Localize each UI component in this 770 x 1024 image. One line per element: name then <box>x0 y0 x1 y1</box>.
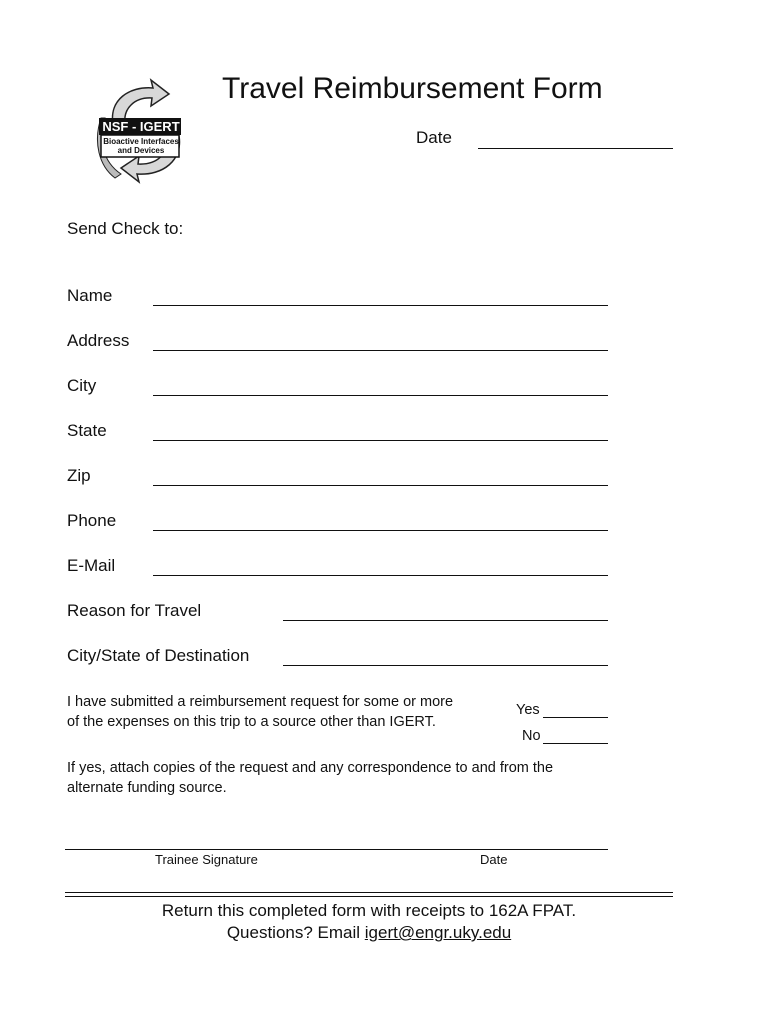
signature-date-label: Date <box>480 852 508 867</box>
send-check-to-label: Send Check to: <box>67 219 184 238</box>
email-field[interactable] <box>153 575 608 576</box>
signature-line[interactable] <box>65 849 608 850</box>
divider-top <box>65 892 673 893</box>
logo-name: NSF - IGERT <box>102 119 180 134</box>
destination-field[interactable] <box>283 665 608 666</box>
email-label: E-Mail <box>67 556 116 575</box>
phone-field[interactable] <box>153 530 608 531</box>
zip-label: Zip <box>67 466 91 485</box>
attach-note <box>67 758 553 798</box>
note-line2: alternate funding source. <box>67 780 227 796</box>
form-title: Travel Reimbursement Form <box>222 72 603 105</box>
reimbursement-statement <box>67 692 453 732</box>
phone-label: Phone <box>67 511 117 530</box>
state-label: State <box>67 421 107 440</box>
trainee-signature-label: Trainee Signature <box>155 852 258 867</box>
statement-line2: of the expenses on this trip to a source other than IGERT. <box>67 714 436 730</box>
destination-label: City/State of Destination <box>67 646 250 665</box>
note-line1: If yes, attach copies of the request and any correspondence to and from the <box>67 760 554 776</box>
yes-field[interactable] <box>543 717 608 718</box>
zip-field[interactable] <box>153 485 608 486</box>
yes-label: Yes <box>516 702 540 718</box>
divider-bottom <box>65 896 673 897</box>
city-field[interactable] <box>153 395 608 396</box>
no-label: No <box>522 728 541 744</box>
no-field[interactable] <box>543 743 608 744</box>
address-label: Address <box>67 331 130 350</box>
address-field[interactable] <box>153 350 608 351</box>
logo-subtitle-line1: Bioactive Interfaces <box>103 137 179 146</box>
reason-for-travel-label: Reason for Travel <box>67 601 202 620</box>
footer-return-text: Return this completed form with receipts to 162A FPAT. <box>161 901 577 920</box>
statement-line1: I have submitted a reimbursement request for some or more <box>67 694 454 710</box>
questions-prefix: Questions? Email <box>226 923 365 942</box>
date-field[interactable] <box>478 148 673 149</box>
city-label: City <box>67 376 97 395</box>
name-field[interactable] <box>153 305 608 306</box>
footer-questions <box>65 922 673 944</box>
logo-subtitle <box>103 137 179 155</box>
name-label: Name <box>67 286 113 305</box>
reason-for-travel-field[interactable] <box>283 620 608 621</box>
date-label: Date <box>416 128 452 147</box>
state-field[interactable] <box>153 440 608 441</box>
nsf-igert-logo <box>95 78 195 184</box>
email-link[interactable]: igert@engr.uky.edu <box>364 923 512 942</box>
logo-subtitle-line2: and Devices <box>117 146 165 155</box>
footer <box>65 900 673 944</box>
